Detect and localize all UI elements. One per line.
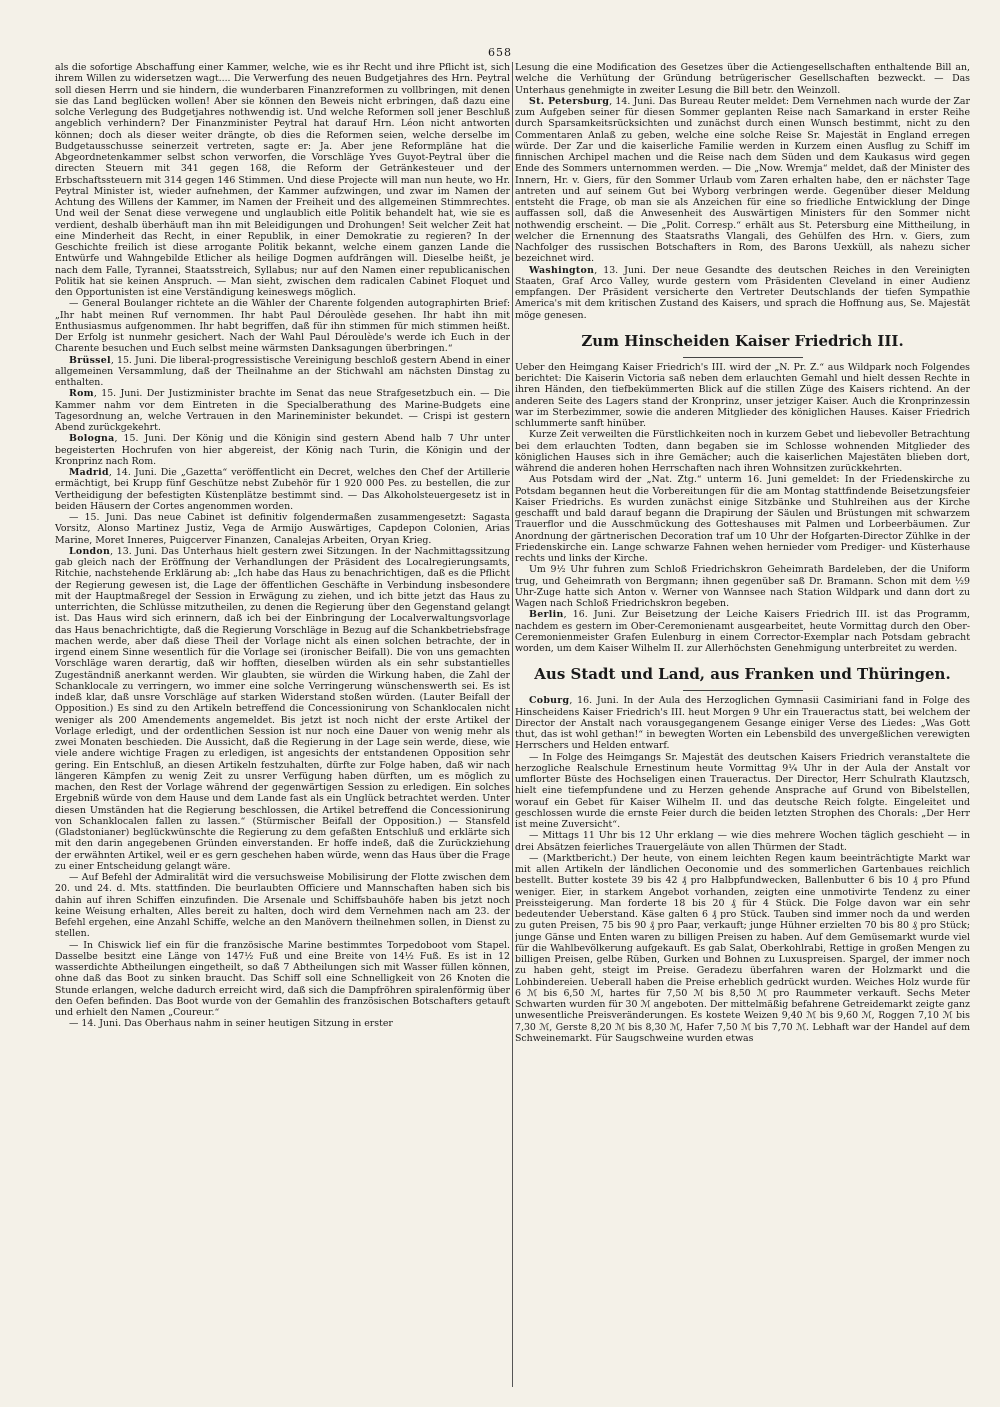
paragraph: Lesung die eine Modification des Gesetzes über die Actiengesellschaften enthaltende Bill an, welche die Verhütung der Gründung betrügerischer Gesellschaften bezweckt. — Das Unterhaus genehmigte in zweiter Lesung die Bill betr. den Weinzoll. (515, 62, 970, 96)
news-text: , 16. Juni. In der Aula des Herzoglichen Gymnasii Casimiriani fand in Folge des Hinscheidens Kaiser Friedrich's III. heut Morgen 9 Uhr ein Traueractus statt, bei welchem der Director der Anstalt nach vorausgegangenem Gesange einiger Verse des Liedes: „Was Gott thut, das ist wohl gethan!“ in bewegten Worten ein Lebensbild des unvergeßlichen verewigten Herrschers und Helden entwarf. (515, 695, 970, 752)
news-item (515, 695, 970, 751)
news-item (55, 467, 510, 512)
paragraph: — 14. Juni. Das Oberhaus nahm in seiner heutigen Sitzung in erster (69, 1018, 393, 1030)
paragraph: Ueber den Heimgang Kaiser Friedrich's III. wird der „N. Pr. Z.“ aus Wildpark noch Folgendes berichtet: Die Kaiserin Victoria saß neben dem erlauchten Gemahl und hielt dessen Rechte in ihren Händen, den tiefbekümmerten Blick auf die stillen Züge des Kaisers richtend. An der anderen Seite des Lagers stand der Kronprinz, unser jetziger Kaiser. Auch die Kronprinzessin war im Sterbezimmer, sowie die anderen Mitglieder des königlichen Hauses. Kaiser Friedrich schlummerte sanft hinüber. (515, 361, 970, 429)
paragraph: als die sofortige Abschaffung einer Kammer, welche, wie es ihr Recht und ihre Pflicht ist, sich ihrem Willen zu widersetzen wagt.... Die Verwerfung des neuen Budgetjahres des Hrn. Peytral soll diesen Herrn und sie hindern, die wunderbaren Finanzreformen zu vollbringen, mit denen sie das Land beglücken wollen! Aber sie können den Beweis nicht erbringen, daß dazu eine solche Verlegung des Budgetjahres nothwendig ist. Und welche Reformen soll jener Beschluß angeblich verhindern? Der Finanzminister Peytral hat darauf Hrn. Léon nicht antworten können; doch als dieser weiter drängte, ob dies die Reformen seien, welche derselbe im Budgetausschusse seinerzeit vertreten, sagte er: Ja. Aber jene Reformpläne hat die Abgeordnetenkammer selbst schon verworfen, die Vorschläge Yves Guyot-Peytral über die directen Steuern mit 341 gegen 168, die Reform der Getränkesteuer und der Erbschaftssteuern mit 314 gegen 146 Stimmen. Und diese Projecte will man nun heute, wo Hr. Peytral Minister ist, wieder aufnehmen, der Kammer aufzwingen, und zwar im Namen der Achtung des Willens der Kammer, im Namen der Freiheit und des allgemeinen Stimmrechtes. Und weil der Senat diese verwegene und unglaublich eitle Politik behandelt hat, wie sie es verdient, deshalb überhäuft man ihn mit Beleidigungen und Drohungen! Seit welcher Zeit hat eine Minderheit das Recht, in einer Republik, in einer Demokratie zu regieren? In der Geschichte freilich ist diese arrogante Politik bekannt, welche einem ganzen Lande die Entwürfe und Wahngebilde Etlicher als heilige Dogmen aufdrängen will. Dieselbe heißt, je nach dem Falle, Tyrannei, Staatsstreich, Syllabus; nur auf den Namen einer republicanischen Politik hat sie keinen Anspruch. — Man sieht, zwischen dem radicalen Cabinet Floquet und den Opportunisten ist eine Verständigung keineswegs möglich. (55, 62, 510, 298)
news-item (55, 388, 510, 433)
paragraph: — In Chiswick lief ein für die französische Marine bestimmtes Torpedoboot vom Stapel. Dasselbe besitzt eine Länge von 147½ Fuß und eine Breite von 14½ Fuß. Es ist in 12 wasserdichte Abtheilungen eingetheilt, so daß 7 Abtheilungen sich mit Wasser füllen können, ohne daß das Boot zu sinken braucht. Das Schiff soll eine Schnelligkeit von 26 Knoten die Stunde erlangen, welche dadurch erreicht wird, daß sich die Dampfröhren spiralenförmig über den Oefen befinden. Das Boot wurde von der Gemahlin des französischen Botschafters getauft und erhielt den Namen „Coureur.“ (55, 939, 510, 1018)
paragraph: Aus Potsdam wird der „Nat. Ztg.“ unterm 16. Juni gemeldet: In der Friedenskirche zu Potsdam begannen heut die Vorbereitungen für die am Montag stattfindende Beisetzungsfeier Kaiser Friedrichs. Es wurden zunächst einige Sitzbänke und Stuhlreihen aus der Kirche geschafft und bald darauf begann die Drapirung der Säulen und Brüstungen mit schwarzem Trauerflor und die Ausschmückung des Gotteshauses mit Palmen und Lorbeerbäumen. Zur Anordnung der gärtnerischen Decoration traf um 10 Uhr der Hofgarten-Director Zühlke in der Friedenskirche ein. Lange schwarze Fahnen wehen hernieder vom Prediger- und Küsterhause rechts und links der Kirche. (515, 474, 970, 564)
paragraph: — Auf Befehl der Admiralität wird die versuchsweise Mobilisirung der Flotte zwischen dem 20. und 24. d. Mts. stattfinden. Die beurlaubten Officiere und Mannschaften haben sich bis dahin auf ihren Schiffen einzufinden. Die Arsenale und Schiffsbauhöfe haben bis jetzt noch keine Weisung erhalten, Alles bereit zu halten, doch wird dem Vernehmen nach am 23. der Befehl ergehen, eine Anzahl Schiffe, welche an den Manövern theilnehmen sollen, in Dienst zu stellen. (55, 872, 510, 940)
right-column (515, 62, 970, 1387)
news-text: , 14. Juni. Die „Gazetta“ veröffentlicht ein Decret, welches den Chef der Artillerie ermächtigt, bei Krupp fünf Geschütze nebst Zubehör für 1 920 000 Pes. zu bestellen, die zur Vertheidigung der befestigten Küstenplätze bestimmt sind. — Das Alkoholsteuergesetz ist in beiden Häusern der Cortes angenommen worden. (55, 467, 510, 512)
dateline-place: Brüssel (69, 354, 111, 366)
page-number: 658 (488, 46, 512, 59)
paragraph: Kurze Zeit verweilten die Fürstlichkeiten noch in kurzem Gebet und liebevoller Betrachtung bei dem erlauchten Todten, dann begaben sie im Schlosse wohnenden Mitglieder des königlichen Hauses sich in ihre Gemächer; auch die kaiserlichen Majestäten blieben dort, während die anderen hohen Herrschaften nach ihren Wohnsitzen zurückkehrten. (515, 429, 970, 474)
dateline-place: Rom (69, 388, 94, 400)
dateline-place: London (69, 545, 111, 557)
news-item (55, 355, 510, 389)
news-text: , 15. Juni. Der König und die Königin sind gestern Abend halb 7 Uhr unter begeisterten Hochrufen von hier abgereist, der König nach Turin, die Königin und der Kronprinz nach Rom. (55, 433, 510, 467)
paragraph: — (Marktbericht.) Der heute, von einem leichten Regen kaum beeinträchtigte Markt war mit allen Artikeln der ländlichen Oeconomie und des sommerlichen Gartenbaues reichlich bestellt. Butter kostete 39 bis 42 ₰ pro Halbpfundwecken, Ballenbutter 6 bis 10 ₰ pro Pfund weniger. Eier, in starkem Angebot vorhanden, zeigten eine unmotivirte Tendenz zu einer Preissteigerung. Man forderte 18 bis 20 ₰ für 4 Stück. Die Folge davon war ein sehr bedeutender Ueberstand. Käse galten 6 ₰ pro Stück. Tauben sind immer noch da und werden zu guten Preisen, 75 bis 90 ₰ pro Paar, verkauft; junge Hühner erzielten 70 bis 80 ₰ pro Stück; junge Gänse und Enten waren zu billigen Preisen zu haben. Auf dem Gemüsemarkt wurde viel für die Wahlbevölkerung aufgekauft. Es gab Salat, Oberkohlrabi, Rettige in großen Mengen zu billigen Preisen, gelbe Rüben, Gurken und Bohnen zu Luxuspreisen. Spargel, der immer noch zu haben geht, steigt im Preise. Geradezu überfahren waren der Holzmarkt und die Lohbindereien. Ueberall haben die Preise erheblich gedrückt wurden. Weiches Holz wurde für 6 ℳ bis 6,50 ℳ, hartes für 7,50 ℳ bis 8,50 ℳ pro Raummeter verkauft. Sechs Meter Schwarten wurden für 30 ℳ angeboten. Der mittelmäßig befahrene Getreidemarkt zeigte ganz unwesentliche Preisveränderungen. Es kostete Weizen 9,40 ℳ bis 9,60 ℳ, Roggen 7,10 ℳ bis 7,30 ℳ, Gerste 8,20 ℳ bis 8,30 ℳ, Hafer 7,50 ℳ bis 7,70 ℳ. Lebhaft war der Handel auf dem Schweinemarkt. Für Saugschweine wurden etwas (515, 852, 970, 1044)
section-heading: Zum Hinscheiden Kaiser Friedrich III. (581, 331, 904, 350)
left-column (55, 62, 510, 1387)
paragraph: Um 9½ Uhr fuhren zum Schloß Friedrichskron Geheimrath Bardeleben, der die Uniform trug, und Geheimrath von Bergmann; ihnen gegenüber saß Dr. Bramann. Schon mit dem ½9 Uhr-Zuge hatte sich Anton v. Werner von Wannsee nach Station Wildpark und dann dort zu Wagen nach Schloß Friedrichskron begeben. (515, 564, 970, 609)
paragraph: — Mittags 11 Uhr bis 12 Uhr erklang — wie dies mehrere Wochen täglich geschieht — in drei Absätzen feierliches Trauergeläute von allen Thürmen der Stadt. (515, 830, 970, 853)
news-item (515, 96, 970, 265)
news-text: , 13. Juni. Der neue Gesandte des deutschen Reiches in den Vereinigten Staaten, Graf Arco Valley, wurde gestern vom Präsidenten Cleveland in einer Audienz empfangen. Der Präsident versicherte den Vertreter Deutschlands der tiefen Sympathie America's mit dem kritischen Zustand des Kaisers, und sprach die Hoffnung aus, Se. Majestät möge genesen. (515, 264, 970, 321)
paragraph: — 15. Juni. Das neue Cabinet ist definitiv folgendermaßen zusammengesetzt: Sagasta Vorsitz, Alonso Martinez Justiz, Vega de Armijo Auswärtiges, Capdepon Colonien, Arias Marine, Moret Inneres, Puigcerver Finanzen, Canalejas Arbeiten, Oryan Krieg. (55, 512, 510, 546)
news-text: , 13. Juni. Das Unterhaus hielt gestern zwei Sitzungen. In der Nachmittagssitzung gab gleich nach der Eröffnung der Verhandlungen der Präsident des Localregierungsamts, Ritchie, nachstehende Erklärung ab: „Ich habe das Haus zu benachrichtigen, daß es die Pflicht der Regierung gewesen ist, die Lage der öffentlichen Geschäfte in Verbindung insbesondere mit der Hauptmaßregel der Session in Erwägung zu ziehen, und ich bitte jetzt das Haus zu unterrichten, die Schlüsse mitzutheilen, zu denen die Regierung über den Gegenstand gelangt ist. Das Haus wird sich erinnern, daß ich bei der Einbringung der Localverwaltungsvorlage das Haus benachrichtigte, daß die Regierung Vorschläge in Bezug auf die Schankbetriebsfrage machen werde, aber daß diese Theil der Vorlage nicht als einen solchen betrachte, der in irgend einem Sinne wesentlich für die Vorlage sei (ironischer Beifall). Die von uns gemachten Vorschläge waren derartig, daß wir hofften, dieselben würden als ein sehr substantielles Zugeständniß anerkannt werden. Wir glaubten, sie würden die Wirkung haben, die Zahl der Schanklocale zu verringern, wo immer eine solche Verringerung wünschenswerth sei. Es ist indeß klar, daß unsre Vorschläge auf starken Widerstand stoßen würden. (Lauter Beifall der Opposition.) Es sind zu den Artikeln betreffend die Concessionirung von Schanklocalen nicht weniger als 200 Amendements angemeldet. Bis jetzt ist noch nicht der erste Artikel der Vorlage erledigt, und der ordentlichen Session ist nur noch eine Dauer von wenig mehr als zwei Monaten beschieden. Die Aussicht, daß die Regierung in der Lage sein werde, diese, wie viele andere wichtige Fragen zu erledigen, ist angesichts der entstandenen Opposition sehr gering. Ein Entschluß, an diesen Artikeln festzuhalten, dürfte zur Folge haben, daß wir nach längeren Kämpfen zu wenig Zeit zu unsrer Verfügung haben dürften, um es möglich zu machen, den Rest der Vorlage während der gegenwärtigen Session zu erledigen. Ein solches Ergebniß würde von dem Hause und dem Lande fast als ein Unglück betrachtet werden. Unter diesen Umständen hat die Regierung beschlossen, die Artikel betreffend die Concessionirung von Schanklocalen fallen zu lassen.“ (Stürmischer Beifall der Opposition.) — Stansfeld (Gladstonianer) beglückwünschte die Regierung zu dem gefaßten Entschluß und erklärte sich mit den darin angegebenen Gründen einverstanden. Er hoffe indeß, daß die Zurückziehung der erwähnten Artikel, weil er es gern geschehen haben würde, wenn das Haus über die Frage zu einer Entscheidung gelangt wäre. (55, 545, 510, 872)
news-text: , 15. Juni. Der Justizminister brachte im Senat das neue Strafgesetzbuch ein. — Die Kammer nahm vor dem Eintreten in die Specialberathung des Marine-Budgets eine Tagesordnung an, welche Vertrauen in den Marineminister bekundet. — Crispi ist gestern Abend zurückgekehrt. (55, 388, 510, 433)
news-text: , 14. Juni. Das Bureau Reuter meldet: Dem Vernehmen nach wurde der Zar zum Aufgeben seiner für diesen Sommer geplanten Reise nach Samarkand in erster Reihe durch Sparsamkeitsrücksichten und zunächst durch einen Wunsch bestimmt, nicht zu den Commentaren Anlaß zu geben, welche eine solche Reise Sr. Majestät in England erregen würde. Der Zar und die kaiserliche Familie werden in Kurzem einen Ausflug zu Schiff im finnischen Archipel machen und die Reise nach dem Süden und dem Kaukasus wird gegen Ende des Sommers unternommen werden. — Die „Now. Wremja“ meldet, daß der Minister des Innern, Hr. v. Giers, für den Sommer Urlaub vom Zaren erhalten habe, den er nächster Tage antreten und auf seinem Gut bei Wyborg verbringen werde. Gegenüber dieser Meldung entsteht die Frage, ob man sie als Anzeichen für eine so friedliche Entwicklung der Dinge auffassen soll, daß die Anwesenheit des Auswärtigen Ministers für den Sommer nicht nothwendig erscheint. — Die „Polit. Corresp.“ erhält aus St. Petersburg eine Mittheilung, in welcher die Ernennung des Staatsraths Vlangali, des Gehülfen des Hrn. v. Giers, zum Nachfolger des russischen Botschafters in Rom, des Barons Uexküll, als nahezu sicher bezeichnet wird. (515, 95, 970, 265)
news-item (515, 609, 970, 654)
dateline-place: Madrid (69, 467, 109, 478)
news-item (55, 546, 510, 872)
dateline-place: Bologna (69, 433, 115, 445)
news-item (55, 433, 510, 467)
dateline-place: Berlin (529, 609, 564, 621)
paragraph: — In Folge des Heimgangs Sr. Majestät des deutschen Kaisers Friedrich veranstaltete die herzogliche Realschule Ernestinum heute Vormittag 9¼ Uhr in der Aula der Anstalt vor umflorter Büste des Hochseligen einen Traueractus. Der Director, Herr Schulrath Klautzsch, hielt eine tiefempfundene und zu Herzen gehende Ansprache auf Grund von Bibelstellen, worauf ein Gebet für Kaiser Wilhelm II. und das deutsche Reich folgte. Eingeleitet und geschlossen wurde die ernste Feier durch die beiden letzten Strophen des Chorals: „Der Herr ist meine Zuversicht“. (515, 751, 970, 830)
news-text: , 15. Juni. Die liberal-progressistische Vereinigung beschloß gestern Abend in einer allgemeinen Versammlung, daß der Theilnahme an der Stichwahl am nächsten Dinstag zu enthalten. (55, 354, 510, 388)
news-item (515, 265, 970, 321)
column-divider (512, 62, 513, 1387)
dateline-place: Washington (529, 264, 595, 276)
dateline-place: St. Petersburg (529, 95, 610, 107)
section-heading: Aus Stadt und Land, aus Franken und Thüringen. (534, 665, 951, 684)
paragraph: — General Boulanger richtete an die Wähler der Charente folgenden autographirten Brief: „Ihr habt meinen Ruf vernommen. Ihr habt Paul Déroulède gesehen. Ihr habt ihn mit Enthusiasmus aufgenommen. Ihr habt begriffen, daß für ihn stimmen für mich stimmen heißt. Der Erfolg ist nunmehr gesichert. Nach der Wahl Paul Déroulède's werde ich Euch in der Charente besuchen und Euch selbst meine wärmsten Danksagungen überbringen.“ (55, 298, 510, 355)
heading-rule (683, 690, 803, 691)
dateline-place: Coburg (529, 695, 570, 707)
news-text: , 16. Juni. Zur Beisetzung der Leiche Kaisers Friedrich III. ist das Programm, nachdem es gestern im Ober-Ceremonienamt ausgearbeitet, heute Vormittag durch den Ober-Ceremonienmeister Grafen Eulenburg in einem Corrector-Exemplar nach Potsdam gebracht worden, um dem Kaiser Wilhelm II. zur Allerhöchsten Genehmigung unterbreitet zu werden. (515, 609, 970, 654)
heading-rule (683, 357, 803, 358)
